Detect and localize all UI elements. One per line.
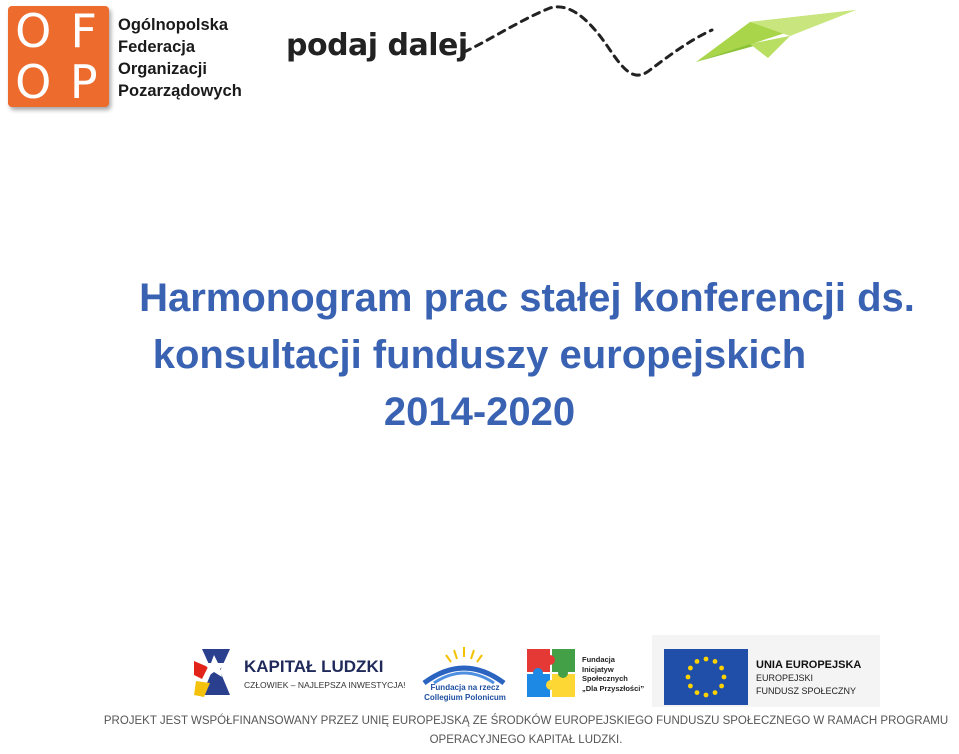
fundacja-inicjatyw-line: Inicjatyw bbox=[582, 664, 614, 674]
kapital-ludzki-text bbox=[244, 657, 406, 690]
eu-text bbox=[756, 659, 861, 698]
kapital-ludzki-logo-icon bbox=[190, 641, 234, 701]
paper-plane-icon bbox=[450, 0, 870, 90]
fundacja-polonicum-line: Collegium Polonicum bbox=[424, 693, 506, 702]
eu-line: FUNDUSZ SPOŁECZNY bbox=[756, 686, 857, 696]
ofop-name bbox=[118, 14, 242, 102]
eu-flag-icon bbox=[664, 649, 748, 705]
ofop-logo-letter: O bbox=[15, 54, 52, 109]
footer-logos bbox=[180, 635, 880, 707]
cofinancing-note-line: OPERACYJNEGO KAPITAŁ LUDZKI. bbox=[429, 734, 623, 746]
ofop-name-line: Pozarządowych bbox=[118, 82, 242, 100]
ofop-name-line: Organizacji bbox=[118, 60, 207, 78]
eu-logo bbox=[652, 635, 880, 707]
title-line-2: konsultacji funduszy europejskich bbox=[152, 333, 807, 377]
ofop-logo bbox=[8, 6, 109, 107]
cofinancing-note bbox=[96, 712, 956, 750]
ofop-name-line: Federacja bbox=[118, 38, 196, 56]
ofop-logo-letter: O bbox=[15, 4, 52, 59]
fundacja-inicjatyw-text bbox=[582, 655, 644, 693]
fundacja-polonicum-line: Fundacja na rzecz bbox=[430, 683, 500, 692]
title-line-3: 2014-2020 bbox=[383, 390, 576, 434]
title-line-1: Harmonogram prac stałej konferencji ds. bbox=[139, 276, 915, 320]
eu-title: UNIA EUROPEJSKA bbox=[756, 659, 862, 671]
kapital-ludzki-subtitle: CZŁOWIEK – NAJLEPSZA INWESTYCJA! bbox=[244, 680, 406, 690]
ofop-logo-letter: P bbox=[69, 54, 98, 109]
fundacja-inicjatyw-line: „Dla Przyszłości” bbox=[582, 683, 645, 693]
eu-line: EUROPEJSKI bbox=[756, 673, 814, 683]
fundacja-inicjatyw-line: Fundacja bbox=[582, 655, 615, 664]
slide-title bbox=[0, 270, 959, 441]
ofop-name-line: Ogólnopolska bbox=[118, 16, 229, 34]
ofop-logo-letter: F bbox=[70, 4, 97, 59]
kapital-ludzki-title: KAPITAŁ LUDZKI bbox=[244, 657, 384, 676]
cofinancing-note-line: PROJEKT JEST WSPÓŁFINANSOWANY PRZEZ UNIĘ EUROPEJSKĄ ZE ŚRODKÓW EUROPEJSKIEGO FUNDUSZU SPOŁECZNEGO W RAMACH PROGRAMU bbox=[103, 715, 949, 727]
fundacja-polonicum-text bbox=[424, 683, 506, 703]
podaj-dalej-text: podaj dalej bbox=[286, 28, 468, 63]
puzzle-logo-icon bbox=[525, 647, 577, 699]
fundacja-inicjatyw-line: Społecznych bbox=[582, 674, 628, 683]
